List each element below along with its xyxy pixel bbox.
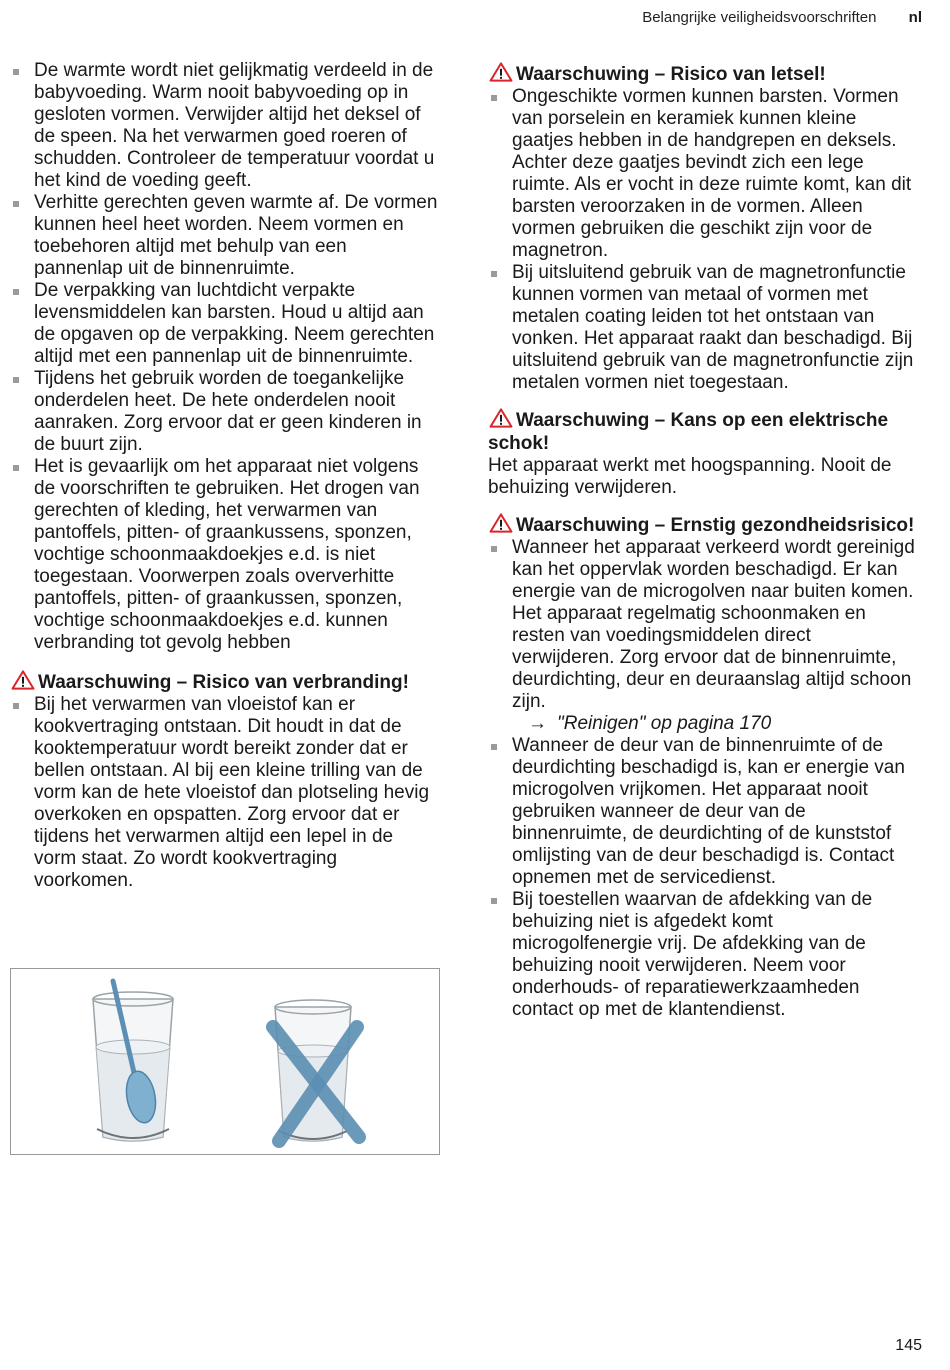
list-item-text: De verpakking van luchtdicht verpakte levensmiddelen kan barsten. Houd u altijd aan de opgaven op de verpakking. Neem gerechten altijd met een pannenlap uit de binnenruimte.	[34, 280, 435, 367]
list-item-text: De warmte wordt niet gelijkmatig verdeeld in de babyvoeding. Warm nooit babyvoeding op in gesloten vormen. Verwijder altijd het deksel of de speen. Na het verwarmen goed roeren of schudden. Controleer de temperatuur voordat u het kind de voeding geeft.	[34, 60, 435, 191]
warning-triangle-icon	[488, 513, 514, 533]
warning-heading-burn	[10, 670, 440, 694]
arrow-right-icon: →	[528, 713, 547, 734]
bullet-list	[10, 60, 440, 654]
bullet-icon	[491, 898, 497, 904]
bullet-icon	[491, 271, 497, 277]
left-column	[10, 60, 440, 892]
list-item	[10, 456, 440, 654]
list-item-text: Ongeschikte vormen kunnen barsten. Vormen van porselein en keramiek kunnen kleine gaatjes hebben in de handgrepen en deksels. Achter deze gaatjes bevindt zich een lege ruimte. Als er vocht in deze ruimte komt, kan dit barsten veroorzaken in de vormen. Alleen vormen gebruiken die geschikt zijn voor de magnetron.	[512, 86, 912, 261]
warning-triangle-icon	[10, 670, 36, 690]
header-language: nl	[908, 9, 922, 26]
warning-text: Het apparaat werkt met hoogspanning. Nooit de behuizing verwijderen.	[488, 455, 892, 498]
page-number: 145	[895, 1337, 922, 1354]
warning-heading-injury	[488, 62, 918, 86]
warning-triangle-icon	[488, 62, 514, 82]
warning-triangle-icon	[488, 408, 514, 428]
list-item	[10, 694, 440, 892]
list-item	[488, 86, 918, 262]
warning-title: Waarschuwing – Kans op een elektrische schok!	[488, 410, 889, 454]
list-item-text: Verhitte gerechten geven warmte af. De vormen kunnen heel heet worden. Neem vormen en toebehoren altijd met behulp van een pannenlap uit de binnenruimte.	[34, 192, 438, 279]
warning-heading-shock	[488, 408, 918, 455]
list-item-text: Bij toestellen waarvan de afdekking van de behuizing niet is afgedekt komt microgolfenergie vrij. De afdekking van de behuizing nooit verwijderen. Neem voor onderhouds- of reparatiewerkzaamheden contact op met de klantendienst.	[512, 889, 873, 1020]
right-column	[488, 62, 918, 1021]
list-item	[10, 192, 440, 280]
bullet-icon	[491, 546, 497, 552]
warning-heading-health	[488, 513, 918, 537]
bullet-list	[10, 694, 440, 892]
bullet-icon	[491, 95, 497, 101]
header-title: Belangrijke veiligheidsvoorschriften	[642, 9, 877, 26]
glass-illustration	[11, 969, 439, 1154]
list-item	[488, 889, 918, 1021]
bullet-icon	[13, 377, 19, 383]
list-item	[10, 60, 440, 192]
list-item-text: Het is gevaarlijk om het apparaat niet volgens de voorschriften te gebruiken. Het drogen van gerechten of kleding, het verwarmen van pantoffels, pitten- of graankussens, sponzen, vochtige schoonmaakdoekjes e.d. is niet toegestaan. Voorwerpen zoals oververhitte pantoffels, pitten- of graankussen, sponzen, vochtige schoonmaakdoekjes e.d. kunnen verbranding tot gevolg hebben	[34, 456, 420, 653]
list-item-text: Bij het verwarmen van vloeistof kan er kookvertraging ontstaan. Dit houdt in dat de kooktemperatuur wordt bereikt zonder dat er bellen ontstaan. Al bij een kleine trilling van de vorm kan de hete vloeistof dan plotseling hevig overkoken en opspatten. Zorg ervoor dat er tijdens het verwarmen altijd een lepel in de vorm staat. Zo wordt kookvertraging voorkomen.	[34, 694, 430, 891]
glass-with-spoon	[93, 981, 173, 1141]
bullet-icon	[13, 201, 19, 207]
glass-crossed-out	[273, 1000, 359, 1141]
list-item-text: Wanneer het apparaat verkeerd wordt gereinigd kan het oppervlak worden beschadigd. Er kan energie van de microgolven naar buiten komen. Het apparaat regelmatig schoonmaken en resten van voedingsmiddelen direct verwijderen. Zorg ervoor dat de binnenruimte, deurdichting, deur en deuraanslag altijd schoon zijn.	[512, 537, 915, 712]
bullet-icon	[13, 69, 19, 75]
bullet-icon	[13, 465, 19, 471]
list-item	[488, 735, 918, 889]
list-item-text: Tijdens het gebruik worden de toegankelijke onderdelen heet. De hete onderdelen nooit aanraken. Zorg ervoor dat er geen kinderen in de buurt zijn.	[34, 368, 422, 455]
bullet-list	[488, 86, 918, 394]
warning-title: Waarschuwing – Risico van verbranding!	[38, 672, 409, 693]
page-reference-link[interactable]: "Reinigen" op pagina 170	[557, 713, 772, 734]
bullet-icon	[491, 744, 497, 750]
bullet-icon	[13, 289, 19, 295]
list-item	[10, 280, 440, 368]
illustration-spoon-in-glass	[10, 968, 440, 1155]
page-header	[642, 9, 922, 26]
list-item	[10, 368, 440, 456]
warning-title: Waarschuwing – Risico van letsel!	[516, 64, 826, 85]
list-item-text: Bij uitsluitend gebruik van de magnetronfunctie kunnen vormen van metaal of vormen met metalen coating leiden tot het ontstaan van vonken. Het apparaat raakt dan beschadigd. Bij uitsluitend gebruik van de magnetronfunctie zijn metalen vormen niet toegestaan.	[512, 262, 914, 393]
bullet-list	[488, 537, 918, 1021]
page-reference[interactable]	[512, 713, 918, 735]
list-item	[488, 537, 918, 735]
list-item-text: Wanneer de deur van de binnenruimte of de deurdichting beschadigd is, kan er energie van microgolven vrijkomen. Het apparaat nooit gebruiken wanneer de deur van de binnenruimte, de deurdichting of de kunststof omlijsting van de deur beschadigd is. Contact opnemen met de servicedienst.	[512, 735, 905, 888]
bullet-icon	[13, 703, 19, 709]
warning-title: Waarschuwing – Ernstig gezondheidsrisico!	[516, 515, 915, 536]
list-item	[488, 262, 918, 394]
